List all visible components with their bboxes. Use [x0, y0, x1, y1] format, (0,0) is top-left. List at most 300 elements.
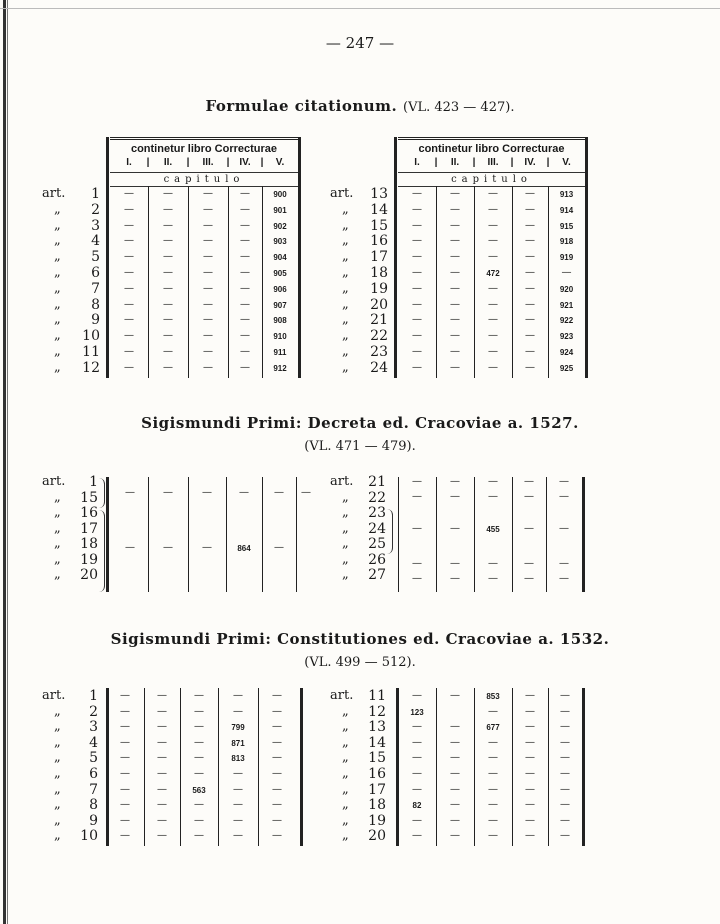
ditto-mark: „ [342, 344, 349, 359]
article-number: 9 [91, 312, 100, 329]
table-cell: — [488, 558, 498, 569]
table-cell: — [560, 721, 570, 733]
table-cell: — [272, 752, 282, 764]
ditto-mark: „ [54, 296, 61, 312]
table-cell: — [525, 330, 535, 342]
table-cell: — [124, 298, 134, 310]
article-number: 5 [89, 750, 98, 767]
article-number: 18 [80, 536, 98, 552]
ditto-mark: „ [342, 312, 349, 328]
ditto-mark: „ [54, 280, 61, 296]
art-label: art. [42, 688, 66, 703]
table-cell: — [124, 282, 134, 294]
table-cell: 919 [559, 253, 574, 263]
article-number: 20 [370, 296, 388, 313]
table-cell: — [157, 768, 167, 779]
ditto-mark: „ [342, 328, 349, 344]
section-reference-decreta: (VL. 471 — 479). [304, 439, 416, 454]
table-cell: — [240, 361, 250, 373]
table-cell: — [203, 267, 213, 278]
section-reference: (VL. 423 — 427). [403, 100, 515, 115]
article-number: 19 [370, 280, 388, 297]
art-label: art. [42, 474, 66, 489]
table-cell: — [120, 783, 130, 795]
article-number: 24 [370, 359, 388, 376]
article-number: 11 [368, 688, 386, 704]
table-cell: — [412, 573, 422, 584]
table-cell: — [412, 219, 422, 231]
table-cell: — [525, 203, 535, 215]
table-cell: — [124, 251, 134, 263]
table-cell: — [272, 799, 282, 811]
ditto-mark: „ [342, 233, 349, 249]
article-number: 3 [89, 719, 98, 736]
column-header-separator: | [510, 157, 514, 168]
table-cell: — [124, 235, 134, 247]
table-cell: — [124, 314, 134, 326]
table-cell: — [203, 251, 213, 263]
table-cell: — [412, 690, 422, 701]
table-cell: — [450, 830, 460, 842]
table-cell: 920 [559, 284, 574, 294]
table-cell: — [240, 267, 250, 278]
table-cell: — [412, 298, 422, 310]
table-cell: — [157, 721, 167, 733]
table-cell: — [233, 799, 243, 811]
table-cell: — [559, 476, 569, 487]
column-header-2: II. [450, 157, 460, 168]
article-number: 5 [91, 249, 100, 266]
column-header-4: IV. [239, 157, 251, 168]
ditto-mark: „ [54, 217, 61, 233]
table-cell: 455 [486, 525, 500, 534]
column-header-separator: | [226, 157, 230, 168]
table-cell: — [560, 736, 570, 748]
table-cell: 82 [412, 801, 422, 811]
table-cell: — [124, 219, 134, 231]
table-cell: — [120, 814, 130, 826]
art-label: art. [330, 688, 354, 703]
table-cell: — [240, 219, 250, 231]
brace-16-20 [98, 510, 105, 592]
capitulo-rule [398, 186, 585, 187]
table-cell: — [412, 736, 422, 748]
table-cell: — [450, 298, 460, 310]
article-number: 26 [368, 551, 386, 568]
table-cell: — [163, 361, 173, 373]
table-cell: — [559, 573, 569, 584]
table-cell: — [560, 690, 570, 701]
table-cell: — [412, 814, 422, 826]
table-cell: — [450, 267, 460, 278]
page-top-rule [0, 8, 720, 9]
article-number: 23 [370, 344, 388, 360]
table-cell: — [194, 768, 204, 779]
table-top-rule [110, 137, 298, 140]
table-cell: — [203, 188, 213, 199]
table-cell: — [560, 830, 570, 842]
table-cell: — [524, 491, 534, 502]
article-number: 8 [89, 797, 98, 814]
article-number: 21 [368, 474, 386, 490]
table-cell: — [450, 573, 460, 584]
article-number: 3 [91, 217, 100, 234]
ditto-mark: „ [54, 734, 61, 750]
table-cell: — [412, 721, 422, 733]
table-cell: — [412, 783, 422, 795]
table-cell: — [412, 558, 422, 569]
table-cell: — [488, 188, 498, 199]
table-cell: — [272, 721, 282, 733]
table-cell: — [412, 314, 422, 326]
table-cell: 900 [273, 190, 287, 199]
table-cell: — [450, 235, 460, 247]
ditto-mark: „ [54, 797, 61, 813]
table-cell: — [120, 690, 130, 701]
art-label: art. [42, 186, 66, 201]
article-number: 14 [370, 201, 388, 218]
table-cell: — [450, 558, 460, 569]
table-cell: — [560, 814, 570, 826]
ditto-mark: „ [54, 233, 61, 249]
article-number: 23 [368, 505, 386, 521]
article-number: 17 [80, 520, 98, 537]
table-cell: — [450, 752, 460, 764]
table-cell: — [488, 219, 498, 231]
header-rule [398, 172, 585, 173]
table-cell: 924 [559, 348, 574, 357]
ditto-mark: „ [54, 520, 61, 536]
ditto-mark: „ [342, 828, 349, 844]
article-number: 11 [82, 344, 100, 360]
ditto-mark: „ [54, 703, 61, 719]
table-cell: — [239, 487, 249, 498]
column-header-3: III. [487, 157, 499, 168]
ditto-mark: „ [54, 201, 61, 217]
table-cell: — [203, 346, 213, 357]
table-cell: — [488, 814, 498, 826]
article-number: 2 [91, 201, 100, 218]
table-cell: 923 [559, 332, 574, 342]
table-cell: — [412, 203, 422, 215]
table-cell: 913 [559, 190, 574, 199]
article-number: 24 [368, 520, 386, 537]
table-cell: — [559, 558, 569, 569]
table-cell: — [488, 736, 498, 748]
table-cell: — [450, 690, 460, 701]
article-number: 19 [80, 551, 98, 568]
table-cell: — [240, 282, 250, 294]
table-cell: — [450, 346, 460, 357]
table-cell: — [525, 705, 535, 717]
table-cell: — [450, 783, 460, 795]
ditto-mark: „ [342, 520, 349, 536]
table-cell: — [450, 476, 460, 487]
table-cell: — [525, 314, 535, 326]
column-header-5: V. [275, 157, 285, 168]
table-cell: — [450, 282, 460, 294]
capitulo-label: capitulo [451, 174, 532, 185]
table-cell: — [412, 830, 422, 842]
table-cell: 925 [559, 363, 574, 373]
table-cell: — [488, 251, 498, 263]
table-cell: — [202, 487, 212, 498]
table-cell: — [233, 705, 243, 717]
table-cell: 910 [273, 332, 287, 342]
table-cell: — [163, 314, 173, 326]
table-cell: — [450, 768, 460, 779]
column-header-1: I. [126, 157, 132, 168]
table-cell: — [412, 361, 422, 373]
table-cell: — [202, 542, 212, 553]
page-binding-edge [3, 0, 6, 924]
article-number: 25 [368, 536, 386, 552]
table-cell: — [525, 721, 535, 733]
table-cell: — [525, 736, 535, 748]
ditto-mark: „ [54, 359, 61, 375]
table-cell: — [412, 330, 422, 342]
column-header-separator: | [546, 157, 550, 168]
article-number: 27 [368, 567, 386, 583]
table-cell: — [412, 188, 422, 199]
article-number: 22 [370, 328, 388, 345]
table-cell: — [203, 330, 213, 342]
table-cell: — [450, 523, 460, 534]
article-number: 12 [82, 359, 100, 376]
table-cell: 813 [231, 754, 245, 764]
table-cell: — [233, 768, 243, 779]
table-cell: — [272, 768, 282, 779]
table-cell: — [525, 690, 535, 701]
table-cell: — [194, 799, 204, 811]
table-cell: — [560, 768, 570, 779]
table-cell: — [559, 523, 569, 534]
column-header-separator: | [472, 157, 476, 168]
table-cell: — [488, 491, 498, 502]
ditto-mark: „ [342, 719, 349, 735]
table-cell: — [301, 487, 311, 498]
table-cell: — [157, 690, 167, 701]
table-cell: — [240, 346, 250, 357]
table-cell: — [560, 705, 570, 717]
table-cell: — [560, 799, 570, 811]
table-cell: — [524, 523, 534, 534]
table-cell: — [488, 282, 498, 294]
table-cell: — [488, 298, 498, 310]
section-title-formulae [0, 97, 720, 115]
table-cell: 563 [192, 785, 206, 795]
ditto-mark: „ [342, 201, 349, 217]
table-cell: 921 [559, 300, 574, 310]
article-number: 4 [89, 734, 98, 751]
table-cell: — [450, 251, 460, 263]
table-cell: — [412, 476, 422, 487]
table-cell: — [233, 690, 243, 701]
table-cell: — [412, 346, 422, 357]
table-cell: — [157, 814, 167, 826]
table-cell: — [525, 219, 535, 231]
table-cell: — [194, 721, 204, 733]
table-cell: — [488, 752, 498, 764]
section-reference-constitutiones: (VL. 499 — 512). [304, 655, 416, 670]
article-number: 21 [370, 312, 388, 329]
ditto-mark: „ [54, 567, 61, 582]
ditto-mark: „ [54, 489, 61, 505]
table-cell: — [157, 736, 167, 748]
table-cell: — [124, 203, 134, 215]
table-cell: — [272, 814, 282, 826]
table-cell: 911 [273, 348, 287, 357]
table-cell: — [525, 267, 535, 278]
table-cell: — [412, 768, 422, 779]
table-cell: — [124, 361, 134, 373]
art-label: art. [330, 474, 354, 489]
table-cell: — [240, 330, 250, 342]
table-cell: — [488, 235, 498, 247]
ditto-mark: „ [342, 280, 349, 296]
section-title-text: Formulae citationum. [205, 97, 398, 115]
table-cell: — [157, 783, 167, 795]
section-title-constitutiones: Sigismundi Primi: Constitutiones ed. Cracoviae a. 1532. [110, 630, 610, 648]
brace-1-15 [98, 478, 105, 508]
table-cell: — [120, 830, 130, 842]
table-cell: — [125, 542, 135, 553]
table-cell: 799 [231, 723, 245, 733]
table-cell: 906 [273, 284, 287, 294]
table-cell: — [525, 346, 535, 357]
capitulo-label: capitulo [163, 174, 245, 185]
article-number: 1 [89, 474, 98, 490]
table-cell: — [233, 783, 243, 795]
column-header-separator: | [186, 157, 190, 168]
ditto-mark: „ [54, 344, 61, 359]
table-cell: — [561, 267, 572, 278]
ditto-mark: „ [342, 505, 349, 520]
table-cell: — [203, 298, 213, 310]
table-cell: — [240, 235, 250, 247]
table-cell: — [163, 330, 173, 342]
table-cell: — [488, 799, 498, 811]
table-cell: — [488, 476, 498, 487]
ditto-mark: „ [54, 781, 61, 797]
table-cell: — [450, 491, 460, 502]
table-cell: 871 [231, 738, 245, 748]
ditto-mark: „ [342, 551, 349, 567]
table-cell: — [524, 573, 534, 584]
ditto-mark: „ [342, 812, 349, 828]
article-number: 17 [370, 249, 388, 266]
article-number: 10 [80, 828, 98, 845]
table-cell: — [163, 487, 173, 498]
table-cell: — [412, 491, 422, 502]
ditto-mark: „ [54, 828, 61, 844]
article-number: 13 [368, 719, 386, 736]
ditto-mark: „ [54, 505, 61, 520]
ditto-mark: „ [342, 797, 349, 813]
art-label: art. [330, 186, 354, 201]
article-number: 9 [89, 812, 98, 829]
article-number: 8 [91, 296, 100, 313]
table-cell: — [157, 830, 167, 842]
table-cell: — [203, 219, 213, 231]
table-cell: — [124, 267, 134, 278]
table-cell: — [525, 361, 535, 373]
table-cell: 903 [273, 237, 287, 247]
article-number: 4 [91, 233, 100, 250]
section-title-decreta: Sigismundi Primi: Decreta ed. Cracoviae a. 1527. [141, 414, 579, 432]
table-cell: — [157, 705, 167, 717]
table-cell: — [488, 783, 498, 795]
table-cell: 907 [273, 300, 287, 310]
table-cell: — [120, 736, 130, 748]
table-cell: — [163, 251, 173, 263]
table-cell: — [450, 330, 460, 342]
column-header-3: III. [202, 157, 214, 168]
table-cell: 922 [559, 316, 574, 326]
table-cell: — [450, 361, 460, 373]
table-cell: — [525, 814, 535, 826]
page-number: — 247 — [325, 34, 395, 52]
table-cell: — [125, 487, 135, 498]
ditto-mark: „ [54, 551, 61, 567]
table-cell: — [412, 235, 422, 247]
table-cell: 123 [410, 707, 424, 717]
article-number: 14 [368, 734, 386, 751]
article-number: 7 [89, 781, 98, 798]
ditto-mark: „ [54, 536, 61, 551]
table-cell: — [560, 752, 570, 764]
ditto-mark: „ [342, 265, 349, 280]
ditto-mark: „ [54, 328, 61, 344]
article-number: 20 [80, 567, 98, 583]
table-cell: — [488, 314, 498, 326]
table-cell: — [450, 219, 460, 231]
article-number: 15 [80, 489, 98, 506]
column-header-4: IV. [524, 157, 536, 168]
table-cell: — [525, 768, 535, 779]
table-cell: — [240, 251, 250, 263]
table-cell: — [524, 476, 534, 487]
table-cell: — [272, 690, 282, 701]
table-cell: — [272, 705, 282, 717]
article-number: 18 [370, 265, 388, 281]
table-cell: — [525, 752, 535, 764]
ditto-mark: „ [54, 719, 61, 735]
table-cell: — [233, 814, 243, 826]
ditto-mark: „ [342, 781, 349, 797]
article-number: 22 [368, 489, 386, 506]
table-cell: — [124, 346, 134, 357]
ditto-mark: „ [54, 812, 61, 828]
table-cell: — [124, 330, 134, 342]
table-cell: — [412, 267, 422, 278]
table-cell: 905 [273, 269, 287, 278]
table-cell: 908 [273, 316, 287, 326]
article-number: 6 [89, 766, 98, 782]
brace-23-25 [386, 509, 393, 554]
ditto-mark: „ [342, 359, 349, 375]
table-cell: — [194, 830, 204, 842]
article-number: 10 [82, 328, 100, 345]
article-number: 6 [91, 265, 100, 281]
article-number: 7 [91, 280, 100, 297]
ditto-mark: „ [342, 734, 349, 750]
column-header-separator: | [434, 157, 438, 168]
table-cell: 915 [559, 221, 574, 231]
page-binding-edge-inner [7, 0, 8, 924]
article-number: 15 [370, 217, 388, 234]
table-cell: — [272, 783, 282, 795]
